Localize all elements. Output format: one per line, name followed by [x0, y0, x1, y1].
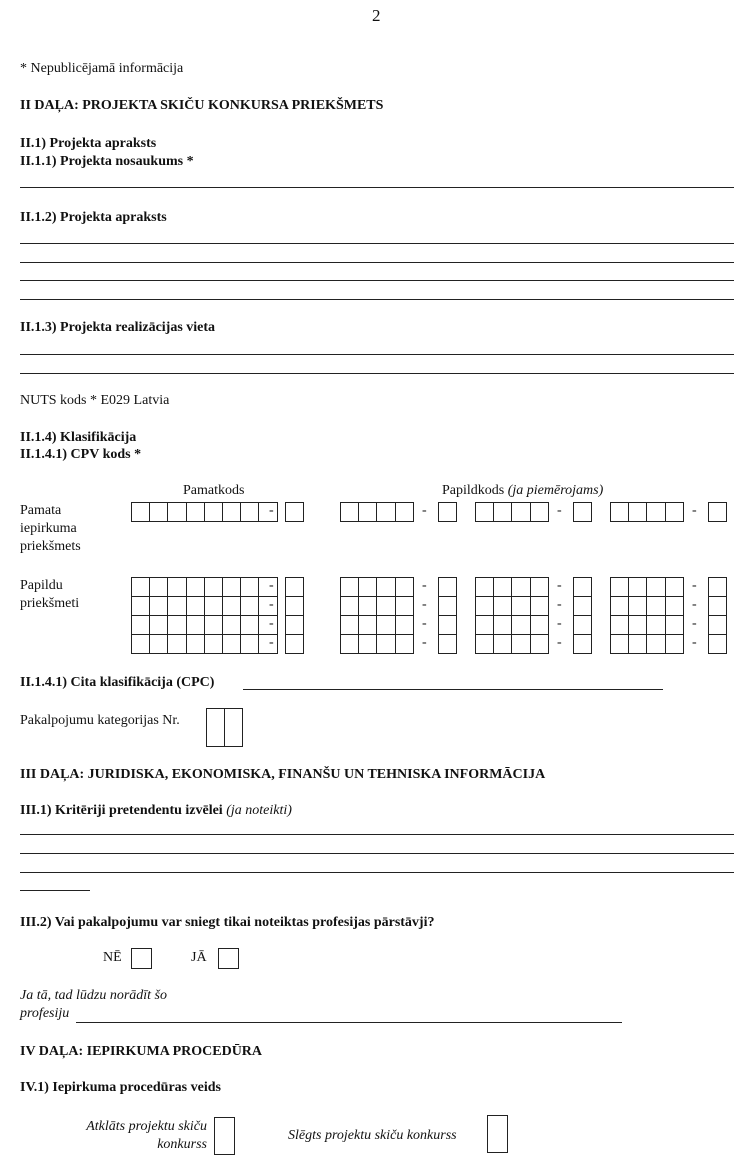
cpv-digit-cell[interactable] — [511, 596, 530, 616]
cpv-digit-cell[interactable] — [628, 615, 647, 635]
section-selection-criteria: III.1) Kritēriji pretendentu izvēlei (ja noteikti) — [20, 803, 292, 818]
cpv-digit-cell[interactable] — [665, 615, 684, 635]
cpv-digit-cell[interactable] — [376, 615, 395, 635]
cpv-digit-cell[interactable] — [610, 502, 629, 522]
cpv-digit-cell[interactable] — [665, 596, 684, 616]
cpv-digit-cell[interactable] — [149, 615, 168, 635]
cpv-digit-cell[interactable] — [358, 596, 377, 616]
cpv-digit-cell[interactable] — [131, 634, 150, 654]
cpv-digit-cell[interactable] — [358, 502, 377, 522]
cpv-check-digit-box[interactable] — [708, 577, 727, 597]
cpv-separator: - — [269, 503, 274, 518]
section-project-location: II.1.3) Projekta realizācijas vieta — [20, 320, 216, 335]
cpv-digit-cell[interactable] — [340, 634, 359, 654]
project-location-line[interactable] — [20, 373, 734, 374]
cpv-digit-cell[interactable] — [358, 634, 377, 654]
cpv-digit-cell[interactable] — [222, 577, 241, 597]
cpv-digit-cell[interactable] — [240, 577, 259, 597]
cpv-digit-cell[interactable] — [167, 634, 186, 654]
cpv-digit-cell[interactable] — [511, 502, 530, 522]
cpv-digit-cell[interactable] — [340, 615, 359, 635]
cpv-digit-cell[interactable] — [186, 596, 205, 616]
cpv-check-digit-box[interactable] — [285, 596, 304, 616]
cpv-check-digit-box[interactable] — [708, 596, 727, 616]
cpv-digit-cell[interactable] — [222, 596, 241, 616]
project-desc-line[interactable] — [20, 243, 734, 244]
cpv-digit-cell[interactable] — [646, 577, 665, 597]
cpv-digit-cell[interactable] — [186, 615, 205, 635]
part2-title: II DAĻA: PROJEKTA SKIČU KONKURSA PRIEKŠMETS — [20, 98, 384, 113]
cpv-digit-cell[interactable] — [222, 615, 241, 635]
cpv-check-digit-box[interactable] — [285, 502, 304, 522]
cpv-digit-cell[interactable] — [493, 615, 512, 635]
cpv-separator: - — [692, 616, 697, 631]
cpc-input-line[interactable] — [243, 689, 663, 690]
criteria-line[interactable] — [20, 872, 734, 873]
cpv-check-digit-box[interactable] — [708, 502, 727, 522]
cpv-separator: - — [557, 616, 562, 631]
cpv-check-digit-box[interactable] — [438, 615, 457, 635]
cpv-digit-cell[interactable] — [167, 596, 186, 616]
cpv-check-digit-box[interactable] — [708, 634, 727, 654]
cpv-digit-cell[interactable] — [204, 577, 223, 597]
cpv-separator: - — [422, 635, 427, 650]
cpv-check-digit-box[interactable] — [438, 634, 457, 654]
cpv-digit-cell[interactable] — [395, 634, 414, 654]
cpv-digit-cell[interactable] — [628, 634, 647, 654]
section-cpv-code: II.1.4.1) CPV kods * — [20, 447, 142, 462]
cpv-separator: - — [269, 635, 274, 650]
cpv-digit-cell[interactable] — [646, 615, 665, 635]
cpv-digit-cell[interactable] — [628, 596, 647, 616]
cpv-digit-cell[interactable] — [222, 634, 241, 654]
cpv-digit-cell[interactable] — [258, 634, 277, 654]
cpv-digit-cell[interactable] — [131, 577, 150, 597]
cpv-digit-cell[interactable] — [376, 634, 395, 654]
cpv-separator: - — [422, 616, 427, 631]
cpv-separator: - — [422, 503, 427, 518]
cpv-separator: - — [692, 635, 697, 650]
cpv-digit-cell[interactable] — [530, 615, 549, 635]
cpv-digit-cell[interactable] — [167, 577, 186, 597]
section-classification: II.1.4) Klasifikācija — [20, 430, 137, 445]
cpv-digit-cell[interactable] — [665, 634, 684, 654]
cpv-digit-cell[interactable] — [186, 502, 205, 522]
cpv-digit-cell[interactable] — [149, 596, 168, 616]
cpv-main-row-label: Pamata iepirkuma priekšmets — [20, 503, 81, 554]
criteria-line[interactable] — [20, 834, 734, 835]
cpv-digit-cell[interactable] — [475, 634, 494, 654]
cpv-check-digit-box[interactable] — [573, 634, 592, 654]
cpv-digit-cell[interactable] — [240, 615, 259, 635]
cpv-check-digit-box[interactable] — [708, 615, 727, 635]
cpv-digit-cell[interactable] — [149, 577, 168, 597]
cpv-digit-cell[interactable] — [475, 577, 494, 597]
cpv-digit-cell[interactable] — [186, 634, 205, 654]
criteria-line-short[interactable] — [20, 890, 90, 891]
cpv-digit-cell[interactable] — [530, 502, 549, 522]
cpv-digit-cell[interactable] — [222, 502, 241, 522]
cpv-digit-cell[interactable] — [149, 502, 168, 522]
cpv-digit-cell[interactable] — [475, 596, 494, 616]
cpv-digit-cell[interactable] — [258, 615, 277, 635]
open-contest-label: Atklāts projektu skiču — [86, 1119, 207, 1134]
cpv-digit-cell[interactable] — [530, 634, 549, 654]
cpv-digit-cell[interactable] — [475, 615, 494, 635]
open-contest-label-cont: konkurss — [157, 1137, 207, 1152]
cpv-digit-cell[interactable] — [376, 577, 395, 597]
cpv-check-digit-box[interactable] — [438, 577, 457, 597]
closed-contest-checkbox[interactable] — [487, 1115, 508, 1153]
cpv-digit-cell[interactable] — [511, 577, 530, 597]
cpv-separator: - — [692, 578, 697, 593]
cpv-digit-cell[interactable] — [665, 502, 684, 522]
cpv-main-header: Pamatkods — [183, 483, 245, 498]
cpv-separator: - — [692, 503, 697, 518]
section-profession-question: III.2) Vai pakalpojumu var sniegt tikai noteiktas profesijas pārstāvji? — [20, 915, 435, 930]
cpv-separator: - — [422, 597, 427, 612]
cpv-check-digit-box[interactable] — [573, 502, 592, 522]
category-digit-box[interactable] — [224, 708, 243, 747]
cpv-separator: - — [269, 616, 274, 631]
section-procedure-type: IV.1) Iepirkuma procedūras veids — [20, 1080, 221, 1095]
section-project-description: II.1) Projekta apraksts — [20, 136, 157, 151]
nuts-code: NUTS kods * E029 Latvia — [20, 393, 170, 408]
cpv-check-digit-box[interactable] — [573, 596, 592, 616]
service-category-label: Pakalpojumu kategorijas Nr. — [20, 713, 180, 728]
cpv-separator: - — [422, 578, 427, 593]
cpv-check-digit-box[interactable] — [438, 502, 457, 522]
cpv-digit-cell[interactable] — [665, 577, 684, 597]
cpv-digit-cell[interactable] — [511, 634, 530, 654]
part4-title: IV DAĻA: IEPIRKUMA PROCEDŪRA — [20, 1044, 263, 1059]
cpv-digit-cell[interactable] — [493, 502, 512, 522]
cpv-digit-cell[interactable] — [358, 577, 377, 597]
profession-prompt: Ja tā, tad lūdzu norādīt šo — [20, 988, 168, 1003]
cpv-digit-cell[interactable] — [493, 634, 512, 654]
yes-label: JĀ — [191, 950, 207, 965]
cpv-digit-cell[interactable] — [610, 615, 629, 635]
cpv-check-digit-box[interactable] — [285, 615, 304, 635]
cpv-digit-cell[interactable] — [240, 596, 259, 616]
cpv-digit-cell[interactable] — [167, 502, 186, 522]
cpv-digit-cell[interactable] — [240, 634, 259, 654]
cpv-digit-cell[interactable] — [358, 615, 377, 635]
cpv-separator: - — [557, 597, 562, 612]
cpv-separator: - — [557, 635, 562, 650]
cpv-digit-cell[interactable] — [131, 615, 150, 635]
cpv-digit-cell[interactable] — [511, 615, 530, 635]
no-checkbox[interactable] — [131, 948, 152, 969]
cpv-separator: - — [557, 503, 562, 518]
footnote: * Nepublicējamā informācija — [20, 61, 184, 76]
cpv-digit-cell[interactable] — [395, 596, 414, 616]
cpv-digit-cell[interactable] — [628, 502, 647, 522]
yes-checkbox[interactable] — [218, 948, 239, 969]
no-label: NĒ — [103, 950, 122, 965]
cpv-digit-cell[interactable] — [340, 502, 359, 522]
cpv-digit-cell[interactable] — [258, 577, 277, 597]
page-number: 2 — [372, 6, 381, 25]
cpv-digit-cell[interactable] — [610, 596, 629, 616]
cpv-digit-cell[interactable] — [628, 577, 647, 597]
cpv-digit-cell[interactable] — [186, 577, 205, 597]
open-contest-checkbox[interactable] — [214, 1117, 235, 1155]
cpv-extra-header: Papildkods (ja piemērojams) — [442, 483, 604, 498]
project-location-line[interactable] — [20, 354, 734, 355]
cpv-digit-cell[interactable] — [395, 577, 414, 597]
cpv-digit-cell[interactable] — [149, 634, 168, 654]
cpv-digit-cell[interactable] — [493, 577, 512, 597]
cpv-digit-cell[interactable] — [131, 502, 150, 522]
cpv-digit-cell[interactable] — [610, 577, 629, 597]
cpv-digit-cell[interactable] — [376, 596, 395, 616]
cpv-digit-cell[interactable] — [204, 596, 223, 616]
cpv-digit-cell[interactable] — [204, 634, 223, 654]
cpv-digit-cell[interactable] — [258, 596, 277, 616]
profession-prompt-cont: profesiju — [20, 1006, 70, 1021]
section-project-name: II.1.1) Projekta nosaukums * — [20, 154, 194, 169]
cpv-digit-cell[interactable] — [204, 615, 223, 635]
cpv-check-digit-box[interactable] — [573, 577, 592, 597]
cpv-digit-cell[interactable] — [131, 596, 150, 616]
cpv-check-digit-box[interactable] — [438, 596, 457, 616]
category-digit-box[interactable] — [206, 708, 225, 747]
cpv-digit-cell[interactable] — [610, 634, 629, 654]
cpv-digit-cell[interactable] — [167, 615, 186, 635]
criteria-line[interactable] — [20, 853, 734, 854]
project-name-line[interactable] — [20, 187, 734, 188]
cpv-digit-cell[interactable] — [258, 502, 277, 522]
cpv-digit-cell[interactable] — [395, 615, 414, 635]
profession-input-line[interactable] — [76, 1022, 622, 1023]
project-desc-line[interactable] — [20, 299, 734, 300]
section-cpc: II.1.4.1) Cita klasifikācija (CPC) — [20, 675, 215, 690]
cpv-separator: - — [269, 597, 274, 612]
cpv-digit-cell[interactable] — [376, 502, 395, 522]
cpv-digit-cell[interactable] — [646, 596, 665, 616]
cpv-separator: - — [692, 597, 697, 612]
cpv-digit-cell[interactable] — [646, 502, 665, 522]
part3-title: III DAĻA: JURIDISKA, EKONOMISKA, FINANŠU UN TEHNISKA INFORMĀCIJA — [20, 767, 546, 782]
cpv-digit-cell[interactable] — [340, 577, 359, 597]
closed-contest-label: Slēgts projektu skiču konkurss — [288, 1128, 457, 1143]
cpv-check-digit-box[interactable] — [573, 615, 592, 635]
cpv-extra-row-label: Papildu priekšmeti — [20, 578, 80, 611]
cpv-separator: - — [269, 578, 274, 593]
section-project-desc: II.1.2) Projekta apraksts — [20, 210, 167, 225]
cpv-digit-cell[interactable] — [240, 502, 259, 522]
cpv-digit-cell[interactable] — [530, 596, 549, 616]
cpv-digit-cell[interactable] — [340, 596, 359, 616]
cpv-check-digit-box[interactable] — [285, 634, 304, 654]
cpv-digit-cell[interactable] — [395, 502, 414, 522]
cpv-digit-cell[interactable] — [530, 577, 549, 597]
cpv-digit-cell[interactable] — [475, 502, 494, 522]
cpv-check-digit-box[interactable] — [285, 577, 304, 597]
cpv-digit-cell[interactable] — [646, 634, 665, 654]
cpv-separator: - — [557, 578, 562, 593]
cpv-digit-cell[interactable] — [493, 596, 512, 616]
project-desc-line[interactable] — [20, 280, 734, 281]
cpv-digit-cell[interactable] — [204, 502, 223, 522]
project-desc-line[interactable] — [20, 262, 734, 263]
